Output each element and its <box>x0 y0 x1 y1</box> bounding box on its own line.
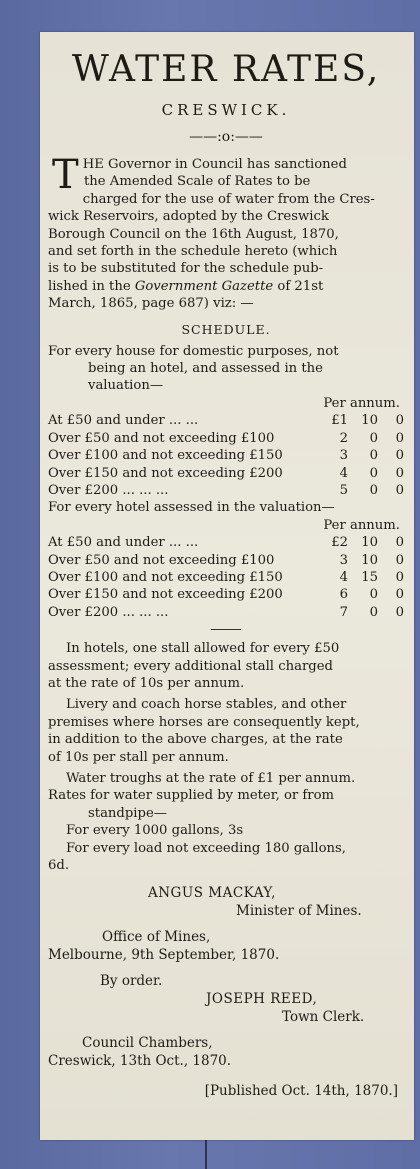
livery-line: of 10s per stall per annum. <box>48 749 229 765</box>
meter-paragraph <box>48 787 404 874</box>
table-row <box>48 604 404 621</box>
rate-shillings: 0 <box>369 465 378 481</box>
rate-description: Over £200 ... ... ... <box>48 482 169 498</box>
rate-pounds: 3 <box>339 448 348 464</box>
table-row <box>48 430 404 447</box>
rate-description: Over £150 and not exceeding £200 <box>48 587 283 603</box>
rate-pounds: 5 <box>339 482 348 498</box>
rate-shillings: 0 <box>369 604 378 620</box>
intro-line: the Amended Scale of Rates to be <box>84 174 311 190</box>
rate-pence: 0 <box>395 552 404 568</box>
notice-subtitle: CRESWICK. <box>161 101 291 119</box>
rate-shillings: 10 <box>361 552 378 568</box>
intro-line: Borough Council on the 16th August, 1870, <box>48 226 339 242</box>
notice-title: WATER RATES, <box>71 49 381 90</box>
signatory-town-clerk-title: Town Clerk. <box>282 1009 365 1026</box>
houses-intro-line: For every house for domestic purposes, not <box>48 343 339 359</box>
meter-line: standpipe— <box>88 805 167 821</box>
table-row <box>48 552 404 569</box>
hotels-intro <box>48 499 404 516</box>
load-line: 6d. <box>48 858 70 874</box>
stall-line: In hotels, one stall allowed for every £50 <box>66 641 340 657</box>
rate-description: Over £100 and not exceeding £150 <box>48 569 283 585</box>
signatory-town-clerk: JOSEPH REED, <box>206 991 318 1008</box>
meter-line: Rates for water supplied by meter, or from <box>48 788 335 804</box>
office-label: Office of Mines, <box>102 929 211 946</box>
table-row <box>48 482 404 499</box>
rate-shillings: 15 <box>361 569 378 585</box>
livery-line: in addition to the above charges, at the rate <box>48 732 343 748</box>
hotel-rates-table <box>48 534 404 621</box>
rate-pounds: 4 <box>339 569 348 585</box>
rate-pounds: £1 <box>331 413 348 429</box>
rate-pounds: 3 <box>339 552 348 568</box>
rate-description: Over £100 and not exceeding £150 <box>48 448 283 464</box>
house-rates-table <box>48 412 404 499</box>
rate-pence: 0 <box>395 569 404 585</box>
intro-line: March, 1865, page 687) viz: — <box>48 296 254 312</box>
newspaper-clipping <box>40 32 414 1140</box>
intro-line: HE Governor in Council has sanctioned <box>82 157 347 172</box>
table-row <box>48 412 404 429</box>
per-annum-label: Per annum. <box>323 395 400 411</box>
load-line: For every load not exceeding 180 gallons, <box>66 840 346 856</box>
published-note: [Published Oct. 14th, 1870.] <box>204 1083 398 1100</box>
rate-pence: 0 <box>395 465 404 481</box>
rate-pence: 0 <box>395 413 404 429</box>
rate-description: Over £150 and not exceeding £200 <box>48 465 283 481</box>
rate-pence: 0 <box>395 430 404 446</box>
schedule-heading: SCHEDULE. <box>181 321 271 337</box>
trough-paragraph <box>48 770 404 787</box>
table-row <box>48 534 404 551</box>
signatory-minister: ANGUS MACKAY, <box>148 885 276 902</box>
rate-shillings: 0 <box>369 448 378 464</box>
signatory-minister-title: Minister of Mines. <box>236 903 362 920</box>
ornamental-divider: ——:o:—— <box>189 129 263 145</box>
hotels-intro-line: For every hotel assessed in the valuation— <box>48 500 335 516</box>
rate-pounds: £2 <box>331 535 348 551</box>
rate-pounds: 4 <box>339 465 348 481</box>
houses-intro-line: valuation— <box>88 378 164 394</box>
intro-line: wick Reservoirs, adopted by the Creswick <box>48 209 329 225</box>
rate-pence: 0 <box>395 587 404 603</box>
stall-line: assessment; every additional stall charged <box>48 658 333 674</box>
table-row <box>48 447 404 464</box>
section-rule <box>211 629 241 630</box>
table-row <box>48 586 404 603</box>
houses-intro <box>48 343 404 395</box>
stall-paragraph <box>48 640 404 692</box>
rate-description: Over £200 ... ... ... <box>48 604 169 620</box>
by-order: By order. <box>100 973 163 990</box>
rate-pence: 0 <box>395 604 404 620</box>
intro-line: is to be substituted for the schedule pub- <box>48 261 324 277</box>
livery-line: Livery and coach horse stables, and other <box>66 697 347 713</box>
intro-line: lished in the Government Gazette of 21st <box>48 278 324 294</box>
houses-intro-line: being an hotel, and assessed in the <box>88 361 323 377</box>
intro-paragraph <box>48 152 404 313</box>
drop-cap: T <box>52 152 79 198</box>
rate-shillings: 0 <box>369 587 378 603</box>
rate-pounds: 2 <box>339 430 348 446</box>
rate-pounds: 6 <box>339 587 348 603</box>
livery-line: premises where horses are consequently kept, <box>48 714 360 730</box>
rate-description: Over £50 and not exceeding £100 <box>48 430 275 446</box>
trough-line: Water troughs at the rate of £1 per annum. <box>66 771 356 786</box>
rate-pence: 0 <box>395 482 404 498</box>
office-place-date: Melbourne, 9th September, 1870. <box>48 947 280 964</box>
table-row <box>48 465 404 482</box>
rate-shillings: 10 <box>361 413 378 429</box>
rate-shillings: 0 <box>369 430 378 446</box>
livery-paragraph <box>48 696 404 766</box>
intro-line: and set forth in the schedule hereto (which <box>48 244 338 260</box>
rate-description: At £50 and under ... ... <box>48 535 199 551</box>
stall-line: at the rate of 10s per annum. <box>48 675 245 691</box>
intro-line: charged for the use of water from the Cres- <box>82 191 375 207</box>
chambers-label: Council Chambers, <box>82 1035 213 1052</box>
rate-shillings: 0 <box>369 482 378 498</box>
rate-shillings: 10 <box>361 535 378 551</box>
rate-pounds: 7 <box>339 604 348 620</box>
rate-pence: 0 <box>395 535 404 551</box>
rate-pence: 0 <box>395 448 404 464</box>
rate-description: Over £50 and not exceeding £100 <box>48 552 275 568</box>
per-annum-label: Per annum. <box>323 517 400 533</box>
gallons-line: For every 1000 gallons, 3s <box>66 823 244 839</box>
rate-description: At £50 and under ... ... <box>48 413 199 429</box>
table-row <box>48 569 404 586</box>
chambers-place-date: Creswick, 13th Oct., 1870. <box>48 1053 232 1070</box>
